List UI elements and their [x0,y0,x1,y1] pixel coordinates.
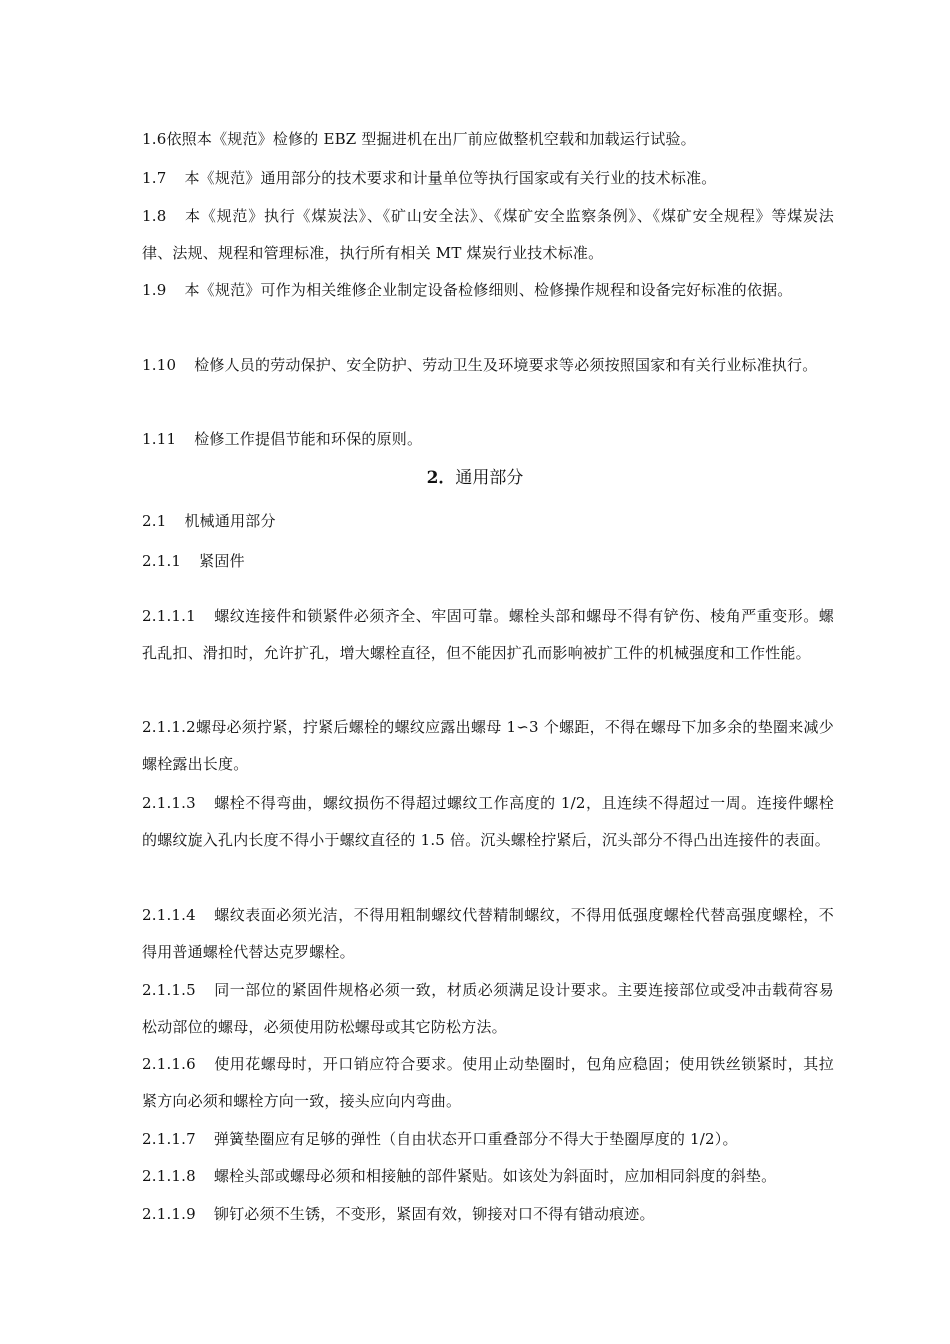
paragraph-2-1-1-5 [142,972,834,1046]
paragraph-2-1-1-3 [142,785,834,859]
paragraph-text: 螺纹连接件和锁紧件必须齐全、牢固可靠。螺栓头部和螺母不得有铲伤、棱角严重变形。螺孔乱扣、滑扣时，允许扩孔，增大螺栓直径，但不能因扩孔而影响被扩工件的机械强度和工作性能。 [142,607,834,662]
section-title: 通用部分 [455,468,524,488]
paragraph-text: 弹簧垫圈应有足够的弹性（自由状态开口重叠部分不得大于垫圈厚度的 1/2）。 [213,1130,738,1148]
paragraph-1-10 [142,347,834,384]
paragraph-2-1-1-2 [142,709,834,783]
paragraph-number: 1.9 [142,281,167,299]
paragraph-number: 2.1.1.4 [142,906,196,924]
section-number: 2． [426,468,456,488]
paragraph-text: 机械通用部分 [184,512,276,530]
paragraph-text: 检修人员的劳动保护、安全防护、劳动卫生及环境要求等必须按照国家和有关行业标准执行。 [194,356,818,374]
paragraph-number: 1.8 [142,207,167,225]
paragraph-number: 2.1.1.2 [142,718,196,736]
paragraph-number: 2.1 [142,512,167,530]
paragraph-2-1-1-6 [142,1046,834,1120]
paragraph-number: 1.6 [142,130,167,148]
paragraph-number: 1.7 [142,169,167,187]
paragraph-1-7 [142,160,834,197]
paragraph-text: 使用花螺母时，开口销应符合要求。使用止动垫圈时，包角应稳固；使用铁丝锁紧时，其拉紧方向必须和螺栓方向一致，接头应向内弯曲。 [142,1055,834,1110]
paragraph-2-1-1-7 [142,1121,834,1158]
paragraph-text: 螺栓头部或螺母必须和相接触的部件紧贴。如该处为斜面时，应加相同斜度的斜垫。 [213,1167,777,1185]
paragraph-number: 2.1.1.7 [142,1130,196,1148]
paragraph-1-6 [142,121,834,158]
section-heading-2 [0,460,950,497]
paragraph-text: 紧固件 [199,552,245,570]
paragraph-text: 同一部位的紧固件规格必须一致，材质必须满足设计要求。主要连接部位或受冲击载荷容易松动部位的螺母，必须使用防松螺母或其它防松方法。 [142,981,834,1036]
paragraph-text: 本《规范》可作为相关维修企业制定设备检修细则、检修操作规程和设备完好标准的依据。 [184,281,793,299]
paragraph-number: 2.1.1 [142,552,182,570]
paragraph-text: 铆钉必须不生锈，不变形，紧固有效，铆接对口不得有错动痕迹。 [213,1205,655,1223]
paragraph-number: 2.1.1.9 [142,1205,196,1223]
paragraph-text: 螺纹表面必须光洁，不得用粗制螺纹代替精制螺纹，不得用低强度螺栓代替高强度螺栓，不得用普通螺栓代替达克罗螺栓。 [142,906,834,961]
paragraph-text: 检修工作提倡节能和环保的原则。 [194,430,423,448]
paragraph-number: 2.1.1.3 [142,794,196,812]
paragraph-2-1-1-1 [142,598,834,672]
paragraph-2-1-1 [142,543,834,580]
paragraph-text: 本《规范》执行《煤炭法》、《矿山安全法》、《煤矿安全监察条例》、《煤矿安全规程》等煤炭法律、法规、规程和管理标准，执行所有相关 MT 煤炭行业技术标准。 [142,207,834,262]
paragraph-number: 2.1.1.8 [142,1167,196,1185]
paragraph-number: 2.1.1.5 [142,981,196,999]
paragraph-number: 2.1.1.6 [142,1055,196,1073]
paragraph-text: 依照本《规范》检修的 EBZ 型掘进机在出厂前应做整机空载和加载运行试验。 [166,130,696,148]
paragraph-2-1-1-9 [142,1196,834,1233]
paragraph-text: 本《规范》通用部分的技术要求和计量单位等执行国家或有关行业的技术标准。 [184,169,717,187]
paragraph-2-1-1-8 [142,1158,834,1195]
paragraph-text: 螺母必须拧紧，拧紧后螺栓的螺纹应露出螺母 1∽3 个螺距，不得在螺母下加多余的垫圈来减少螺栓露出长度。 [142,718,834,773]
paragraph-2-1-1-4 [142,897,834,971]
paragraph-1-9 [142,272,834,309]
paragraph-1-11 [142,421,834,458]
paragraph-number: 1.11 [142,430,177,448]
paragraph-number: 2.1.1.1 [142,607,196,625]
paragraph-text: 螺栓不得弯曲，螺纹损伤不得超过螺纹工作高度的 1/2，且连续不得超过一周。连接件螺栓的螺纹旋入孔内长度不得小于螺纹直径的 1.5 倍。沉头螺栓拧紧后，沉头部分不得凸出连接件的表面。 [142,794,834,849]
paragraph-2-1 [142,503,834,540]
paragraph-number: 1.10 [142,356,177,374]
paragraph-1-8 [142,198,834,272]
